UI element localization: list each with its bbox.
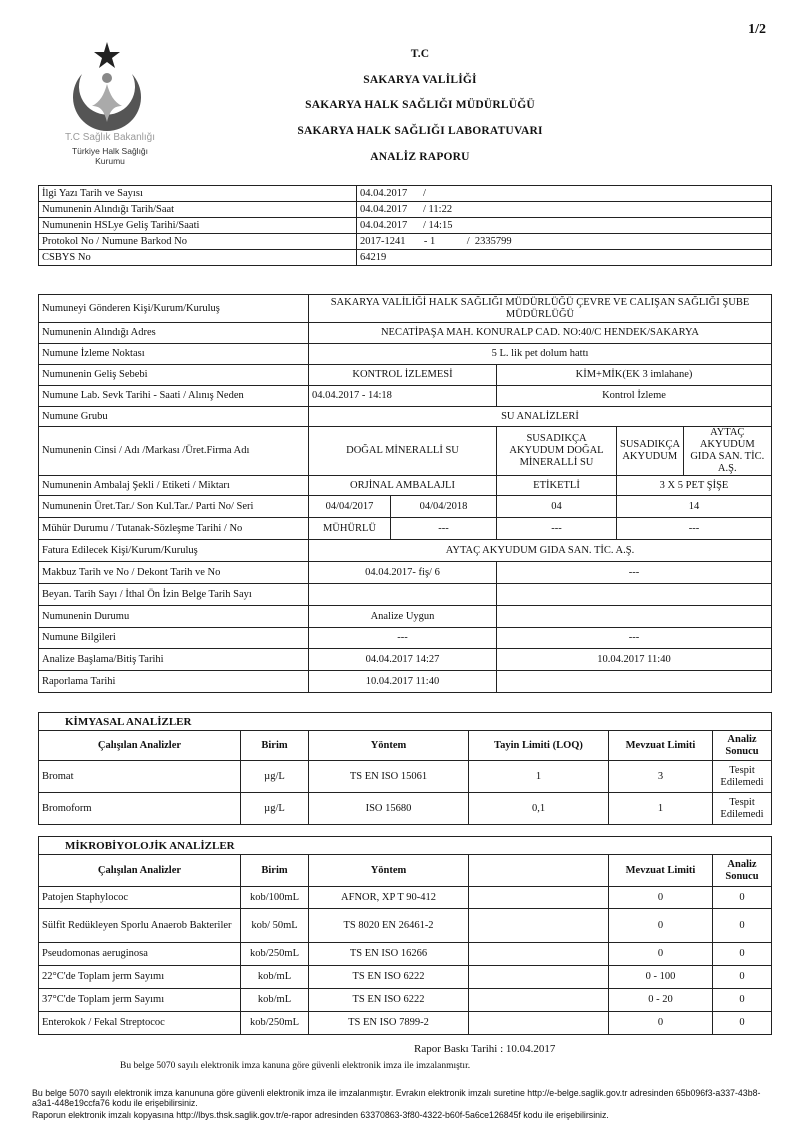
print-date: Rapor Baskı Tarihi : 10.04.2017 bbox=[414, 1043, 556, 1055]
table-row bbox=[39, 909, 772, 943]
analysis-limit: 0 - 100 bbox=[609, 966, 713, 989]
analysis-result: 0 bbox=[713, 1012, 772, 1035]
table-row bbox=[39, 344, 772, 365]
analysis-result: 0 bbox=[713, 966, 772, 989]
table-row bbox=[39, 427, 772, 476]
chemical-analysis-table bbox=[38, 712, 772, 825]
receipt-label: Makbuz Tarih ve No / Dekont Tarih ve No bbox=[39, 562, 309, 584]
seal-value-1: MÜHÜRLÜ bbox=[309, 518, 391, 540]
table-row bbox=[39, 713, 772, 731]
column-header: Çalışılan Analizler bbox=[39, 855, 241, 887]
analysis-limit: 1 bbox=[609, 793, 713, 825]
analysis-name: 37°C'de Toplam jerm Sayımı bbox=[39, 989, 241, 1012]
row-value: 04.04.2017 / 11:22 bbox=[357, 202, 772, 218]
logo-text-line2: Türkiye Halk Sağlığı bbox=[71, 146, 149, 156]
row-label: Numunenin Alındığı Tarih/Saat bbox=[39, 202, 357, 218]
row-label: CSBYS No bbox=[39, 250, 357, 266]
receipt-value-1: 04.04.2017- fiş/ 6 bbox=[309, 562, 497, 584]
analysis-method: TS EN ISO 6222 bbox=[309, 989, 469, 1012]
dispatch-value-1: 04.04.2017 - 14:18 bbox=[309, 386, 497, 407]
analysis-limit: 0 bbox=[609, 943, 713, 966]
row-label: İlgi Yazı Tarih ve Sayısı bbox=[39, 186, 357, 202]
info-label: Numune Bilgileri bbox=[39, 628, 309, 649]
package-value-1: ORJİNAL AMBALAJLI bbox=[309, 476, 497, 496]
analysis-method: TS EN ISO 6222 bbox=[309, 966, 469, 989]
analysis-unit: µg/L bbox=[241, 761, 309, 793]
seal-value-4: --- bbox=[617, 518, 772, 540]
reason-value-2: KİM+MİK(EK 3 imlahane) bbox=[497, 365, 772, 386]
column-header: Analiz Sonucu bbox=[713, 731, 772, 761]
analysis-name: Sülfit Redükleyen Sporlu Anaerob Bakteriler bbox=[39, 909, 241, 943]
column-header: Yöntem bbox=[309, 855, 469, 887]
declaration-label: Beyan. Tarih Sayı / İthal Ön İzin Belge Tarih Sayı bbox=[39, 584, 309, 606]
table-header-row bbox=[39, 731, 772, 761]
table-row bbox=[39, 562, 772, 584]
table-row bbox=[39, 365, 772, 386]
table-row bbox=[39, 1012, 772, 1035]
logo-text-institution bbox=[52, 146, 168, 166]
microbiological-analysis-table bbox=[38, 836, 772, 1035]
status-label: Numunenin Durumu bbox=[39, 606, 309, 628]
table-row bbox=[39, 323, 772, 344]
analysis-unit: kob/250mL bbox=[241, 1012, 309, 1035]
column-header: Yöntem bbox=[309, 731, 469, 761]
analysis-limit: 0 bbox=[609, 1012, 713, 1035]
reason-label: Numunenin Geliş Sebebi bbox=[39, 365, 309, 386]
status-extra bbox=[497, 606, 772, 628]
analysis-unit: kob/mL bbox=[241, 989, 309, 1012]
type-label: Numunenin Cinsi / Adı /Markası /Üret.Firma Adı bbox=[39, 427, 309, 476]
production-date: 04/04/2017 bbox=[309, 496, 391, 518]
table-row bbox=[39, 837, 772, 855]
analysis-method: TS EN ISO 7899-2 bbox=[309, 1012, 469, 1035]
seal-label: Mühür Durumu / Tutanak-Sözleşme Tarihi / No bbox=[39, 518, 309, 540]
receipt-value-2: --- bbox=[497, 562, 772, 584]
table-row bbox=[39, 606, 772, 628]
table-row bbox=[39, 186, 772, 202]
table-row bbox=[39, 628, 772, 649]
analysis-start: 04.04.2017 14:27 bbox=[309, 649, 497, 671]
address-label: Numunenin Alındığı Adres bbox=[39, 323, 309, 344]
row-label: Protokol No / Numune Barkod No bbox=[39, 234, 357, 250]
sample-info-table bbox=[38, 294, 772, 693]
table-row bbox=[39, 476, 772, 496]
column-header: Birim bbox=[241, 855, 309, 887]
table-row bbox=[39, 218, 772, 234]
row-value: 04.04.2017 / bbox=[357, 186, 772, 202]
table-row bbox=[39, 234, 772, 250]
analysis-name: Bromat bbox=[39, 761, 241, 793]
group-value: SU ANALİZLERİ bbox=[309, 407, 772, 427]
analysis-unit: kob/ 50mL bbox=[241, 909, 309, 943]
analysis-limit: 0 - 20 bbox=[609, 989, 713, 1012]
analysis-unit: kob/mL bbox=[241, 966, 309, 989]
report-date-extra bbox=[497, 671, 772, 693]
status-value: Analize Uygun bbox=[309, 606, 497, 628]
analysis-result: 0 bbox=[713, 887, 772, 909]
analysis-name: 22°C'de Toplam jerm Sayımı bbox=[39, 966, 241, 989]
table-row bbox=[39, 540, 772, 562]
header-laboratory: SAKARYA HALK SAĞLIĞI LABORATUVARI bbox=[297, 125, 543, 137]
header-governorship: SAKARYA VALİLİĞİ bbox=[363, 74, 477, 86]
info-value-2: --- bbox=[497, 628, 772, 649]
row-value: 2017-1241 - 1 / 2335799 bbox=[357, 234, 772, 250]
column-header: Analiz Sonucu bbox=[713, 855, 772, 887]
column-header: Birim bbox=[241, 731, 309, 761]
header-report-title: ANALİZ RAPORU bbox=[370, 151, 470, 163]
table-row bbox=[39, 584, 772, 606]
analysis-name: Patojen Staphylococ bbox=[39, 887, 241, 909]
analysis-loq bbox=[469, 909, 609, 943]
analysis-result: 0 bbox=[713, 943, 772, 966]
info-value-1: --- bbox=[309, 628, 497, 649]
expiry-date: 04/04/2018 bbox=[391, 496, 497, 518]
micro-section-title: MİKROBİYOLOJİK ANALİZLER bbox=[39, 837, 772, 855]
package-label: Numunenin Ambalaj Şekli / Etiketi / Miktarı bbox=[39, 476, 309, 496]
table-row bbox=[39, 518, 772, 540]
analysis-limit: 3 bbox=[609, 761, 713, 793]
column-header: Mevzuat Limiti bbox=[609, 731, 713, 761]
batch-number: 04 bbox=[497, 496, 617, 518]
type-value-2: SUSADIKÇA AKYUDUM DOĞAL MİNERALLİ SU bbox=[497, 427, 617, 476]
table-row bbox=[39, 386, 772, 407]
page-number: 1/2 bbox=[748, 22, 766, 37]
analysis-unit: kob/250mL bbox=[241, 943, 309, 966]
dispatch-value-2: Kontrol İzleme bbox=[497, 386, 772, 407]
header-directorate: SAKARYA HALK SAĞLIĞI MÜDÜRLÜĞÜ bbox=[305, 99, 535, 111]
sender-value: SAKARYA VALİLİĞİ HALK SAĞLIĞI MÜDÜRLÜĞÜ ÇEVRE VE CALIŞAN SAĞLIĞI ŞUBE MÜDÜRLÜĞÜ bbox=[309, 295, 772, 323]
monitoring-point-value: 5 L. lik pet dolum hattı bbox=[309, 344, 772, 365]
analysis-name: Enterokok / Fekal Streptococ bbox=[39, 1012, 241, 1035]
invoice-label: Fatura Edilecek Kişi/Kurum/Kuruluş bbox=[39, 540, 309, 562]
package-value-3: 3 X 5 PET ŞİŞE bbox=[617, 476, 772, 496]
analysis-result: Tespit Edilemedi bbox=[713, 761, 772, 793]
reason-value-1: KONTROL İZLEMESİ bbox=[309, 365, 497, 386]
analysis-loq bbox=[469, 887, 609, 909]
row-value: 04.04.2017 / 14:15 bbox=[357, 218, 772, 234]
analysis-loq bbox=[469, 1012, 609, 1035]
sender-label: Numuneyi Gönderen Kişi/Kurum/Kuruluş bbox=[39, 295, 309, 323]
analysis-result: Tespit Edilemedi bbox=[713, 793, 772, 825]
analysis-unit: µg/L bbox=[241, 793, 309, 825]
package-value-2: ETİKETLİ bbox=[497, 476, 617, 496]
table-row bbox=[39, 250, 772, 266]
table-row bbox=[39, 887, 772, 909]
analysis-name: Pseudomonas aeruginosa bbox=[39, 943, 241, 966]
report-date-value: 10.04.2017 11:40 bbox=[309, 671, 497, 693]
analysis-loq: 1 bbox=[469, 761, 609, 793]
analysis-method: TS 8020 EN 26461-2 bbox=[309, 909, 469, 943]
table-row bbox=[39, 943, 772, 966]
analysis-result: 0 bbox=[713, 909, 772, 943]
table-row bbox=[39, 989, 772, 1012]
type-value-3: SUSADIKÇA AKYUDUM bbox=[617, 427, 684, 476]
analysis-loq bbox=[469, 989, 609, 1012]
row-label: Numunenin HSLye Geliş Tarihi/Saati bbox=[39, 218, 357, 234]
analysis-loq bbox=[469, 943, 609, 966]
analysis-result: 0 bbox=[713, 989, 772, 1012]
report-date-label: Raporlama Tarihi bbox=[39, 671, 309, 693]
analysis-method: TS EN ISO 16266 bbox=[309, 943, 469, 966]
analysis-unit: kob/100mL bbox=[241, 887, 309, 909]
declaration-value-1 bbox=[309, 584, 497, 606]
table-row bbox=[39, 793, 772, 825]
table-row bbox=[39, 407, 772, 427]
e-rapor-link-note: Raporun elektronik imzalı kopyasına http://lbys.thsk.saglik.gov.tr/e-rapor adresinden 63370863-3f80-4322-b60f-5a6ce126845f kodu ile erişebilirsiniz. bbox=[32, 1110, 609, 1120]
analysis-limit: 0 bbox=[609, 909, 713, 943]
column-header: Tayin Limiti (LOQ) bbox=[469, 731, 609, 761]
analysis-name: Bromoform bbox=[39, 793, 241, 825]
analysis-end: 10.04.2017 11:40 bbox=[497, 649, 772, 671]
column-header bbox=[469, 855, 609, 887]
reference-info-table bbox=[38, 185, 772, 266]
row-value: 64219 bbox=[357, 250, 772, 266]
seal-value-2: --- bbox=[391, 518, 497, 540]
analysis-loq: 0,1 bbox=[469, 793, 609, 825]
analysis-limit: 0 bbox=[609, 887, 713, 909]
declaration-value-2 bbox=[497, 584, 772, 606]
analysis-dates-label: Analize Başlama/Bitiş Tarihi bbox=[39, 649, 309, 671]
invoice-value: AYTAÇ AKYUDUM GIDA SAN. TİC. A.Ş. bbox=[309, 540, 772, 562]
group-label: Numune Grubu bbox=[39, 407, 309, 427]
analysis-method: ISO 15680 bbox=[309, 793, 469, 825]
column-header: Mevzuat Limiti bbox=[609, 855, 713, 887]
logo-text-line3: Kurumu bbox=[95, 156, 125, 166]
header-tc: T.C bbox=[410, 48, 430, 60]
table-row bbox=[39, 496, 772, 518]
analysis-loq bbox=[469, 966, 609, 989]
type-value-1: DOĞAL MİNERALLİ SU bbox=[309, 427, 497, 476]
table-row bbox=[39, 966, 772, 989]
analysis-method: AFNOR, XP T 90-412 bbox=[309, 887, 469, 909]
table-row bbox=[39, 649, 772, 671]
column-header: Çalışılan Analizler bbox=[39, 731, 241, 761]
chemical-section-title: KİMYASAL ANALİZLER bbox=[39, 713, 772, 731]
table-row bbox=[39, 202, 772, 218]
e-signature-note: Bu belge 5070 sayılı elektronik imza kanuna göre güvenli elektronik imza ile imzalanmıştır. bbox=[120, 1061, 471, 1071]
table-row bbox=[39, 295, 772, 323]
monitoring-point-label: Numune İzleme Noktası bbox=[39, 344, 309, 365]
seal-value-3: --- bbox=[497, 518, 617, 540]
table-header-row bbox=[39, 855, 772, 887]
e-belge-link-note: Bu belge 5070 sayılı elektronik imza kanununa göre güvenli elektronik imza ile imzalanmıştır. Evrakın elektronik imzalı suretine http://e-belge.saglik.gov.tr adresinden 65b096f3-a337-43b8-a3a1-448e19ccfa76 kodu ile erişebilirsiniz. bbox=[32, 1088, 761, 1108]
table-row bbox=[39, 761, 772, 793]
production-label: Numunenin Üret.Tar./ Son Kul.Tar./ Parti No/ Seri bbox=[39, 496, 309, 518]
dispatch-label: Numune Lab. Sevk Tarihi - Saati / Alınış Neden bbox=[39, 386, 309, 407]
address-value: NECATİPAŞA MAH. KONURALP CAD. NO:40/C HENDEK/SAKARYA bbox=[309, 323, 772, 344]
serial-number: 14 bbox=[617, 496, 772, 518]
table-row bbox=[39, 671, 772, 693]
analysis-method: TS EN ISO 15061 bbox=[309, 761, 469, 793]
logo-text-ministry: T.C Sağlık Bakanlığı bbox=[64, 132, 156, 143]
type-value-4: AYTAÇ AKYUDUM GIDA SAN. TİC. A.Ş. bbox=[683, 427, 771, 476]
